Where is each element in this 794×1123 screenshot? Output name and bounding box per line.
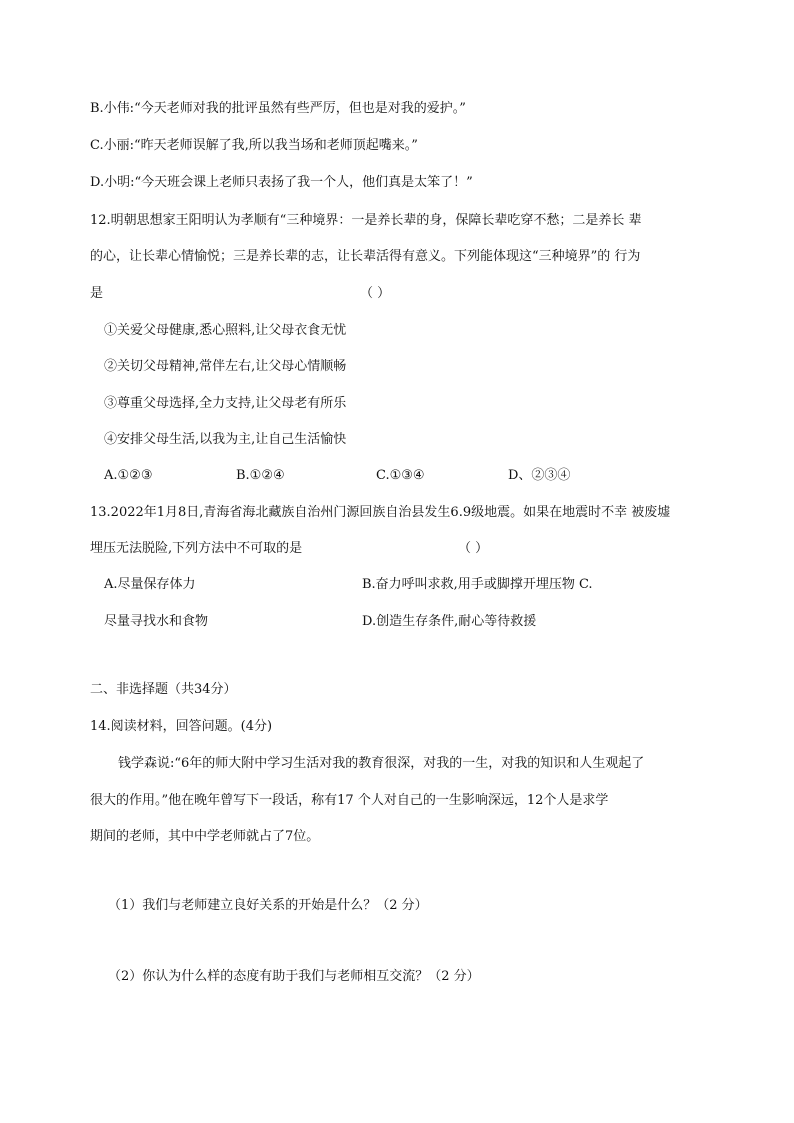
q12-item-4: ④安排父母生活,以我为主,让自己生活愉快 bbox=[104, 432, 347, 447]
q14-material-line3: 期间的老师，其中中学老师就占了7位。 bbox=[90, 829, 320, 844]
q14-subquestion-1: （1）我们与老师建立良好关系的开始是什么？（2 分） bbox=[108, 898, 428, 913]
q13-option-d: D.创造生存条件,耐心等待救援 bbox=[362, 614, 537, 629]
q12-option-a: A.①②③ bbox=[104, 468, 153, 483]
q12-stem-line1: 12.明朝思想家王阳明认为孝顺有“三种境界：一是养长辈的身，保障长辈吃穿不愁；二是养长 辈 bbox=[90, 213, 642, 228]
q12-option-c: C.①③④ bbox=[376, 468, 425, 483]
q12-option-d: D、②③④ bbox=[508, 468, 571, 483]
q13-stem-line1: 13.2022年1月8日,青海省海北藏族自治州门源回族自治县发生6.9级地震。如果在地震时不幸 被废墟 bbox=[90, 505, 671, 520]
q14-stem: 14.阅读材料，回答问题。(4分) bbox=[90, 719, 273, 734]
q12-item-2: ②关切父母精神,常伴左右,让父母心情顺畅 bbox=[104, 359, 347, 374]
q12-stem-line2: 的心，让长辈心情愉悦；三是养长辈的志，让长辈活得有意义。下列能体现这“三种境界”的 行为 bbox=[90, 249, 641, 264]
q12-item-1: ①关爱父母健康,悉心照料,让父母衣食无忧 bbox=[104, 323, 347, 338]
q12-answer-bracket: （ ） bbox=[360, 286, 391, 301]
q12-item-3: ③尊重父母选择,全力支持,让父母老有所乐 bbox=[104, 396, 347, 411]
q12-stem-line3: 是 bbox=[90, 286, 104, 301]
q11-option-d: D.小明:“今天班会课上老师只表扬了我一个人，他们真是太笨了！” bbox=[90, 175, 473, 190]
q14-material-line2: 很大的作用。”他在晚年曾写下一段话，称有17 个人对自己的一生影响深远，12个人是求学 bbox=[90, 793, 609, 808]
q14-subquestion-2: （2）你认为什么样的态度有助于我们与老师相互交流？（2 分） bbox=[108, 969, 480, 984]
q14-material-line1: 钱学森说:“6年的师大附中学习生活对我的教育很深，对我的一生，对我的知识和人生观起了 bbox=[118, 756, 645, 771]
q13-option-c: 尽量寻找水和食物 bbox=[104, 614, 209, 629]
q13-stem-line2: 埋压无法脱险,下列方法中不可取的是 bbox=[90, 541, 303, 556]
q11-option-c: C.小丽:“昨天老师误解了我,所以我当场和老师顶起嘴来。” bbox=[90, 138, 418, 153]
q11-option-b: B.小伟:“今天老师对我的批评虽然有些严厉，但也是对我的爱护。” bbox=[90, 101, 466, 116]
section-title: 二、非选择题（共34分） bbox=[90, 682, 237, 697]
q13-option-b: B.奋力呼叫求救,用手或脚撑开埋压物 C. bbox=[362, 577, 593, 592]
q12-option-b: B.①②④ bbox=[236, 468, 285, 483]
q13-answer-bracket: （ ） bbox=[458, 541, 489, 556]
q13-option-a: A.尽量保存体力 bbox=[104, 577, 196, 592]
